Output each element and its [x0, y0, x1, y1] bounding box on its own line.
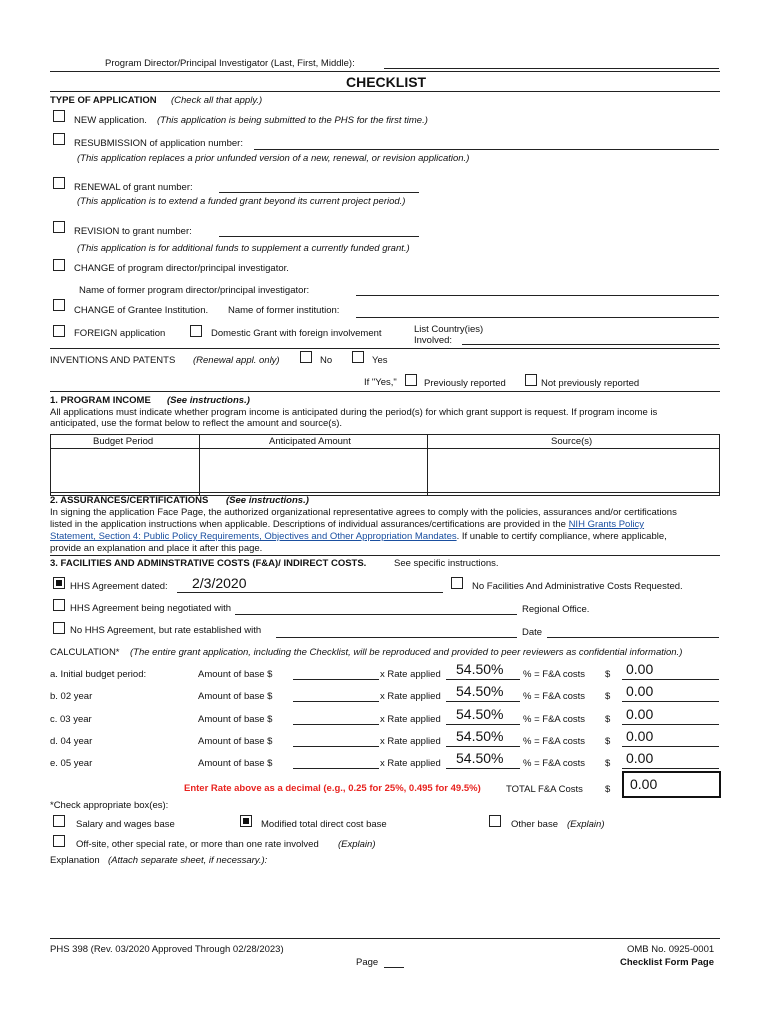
calculation-label: CALCULATION* [50, 647, 120, 658]
mtdc-checkbox[interactable] [240, 815, 252, 827]
change-pd-label: CHANGE of program director/principal investigator. [74, 263, 289, 274]
budget-period-cell[interactable] [51, 449, 198, 495]
renewal-label: RENEWAL of grant number: [74, 182, 193, 193]
fa-costs-label: % = F&A costs [523, 669, 586, 680]
assurances-text: In signing the application Face Page, the authorized organizational representative agrees to comply with the policies, assurances and/or certifications [50, 507, 677, 518]
former-pd-label: Name of former program director/principal investigator: [79, 285, 310, 296]
assurances-heading: 2. ASSURANCES/CERTIFICATIONS [50, 495, 209, 506]
fa-cost-value: 0.00 [626, 728, 654, 744]
amount-of-base-input[interactable] [293, 724, 379, 725]
amount-of-base-input[interactable] [293, 679, 379, 680]
page-number-input[interactable] [384, 967, 404, 968]
facilities-heading: 3. FACILITIES AND ADMINSTRATIVE COSTS (F&A)/ INDIRECT COSTS. [50, 558, 367, 569]
regional-office-label: Regional Office. [522, 604, 590, 615]
fa-cost-input[interactable] [622, 679, 719, 680]
fa-cost-input[interactable] [622, 746, 719, 747]
nih-policy-link[interactable]: NIH Grants Policy [568, 519, 645, 530]
renewal-checkbox[interactable] [53, 177, 65, 189]
resubmission-number-input[interactable] [254, 149, 719, 150]
rate-value: 54.50% [456, 706, 504, 722]
assurances-text-3 [50, 531, 667, 542]
not-previously-reported-checkbox[interactable] [525, 374, 537, 386]
divider [50, 391, 720, 392]
resubmission-note: (This application replaces a prior unfunded version of a new, renewal, or revision application.) [77, 153, 470, 164]
hhs-negotiated-label: HHS Agreement being negotiated with [70, 603, 232, 614]
amount-of-base-label: Amount of base $ [198, 691, 273, 702]
inventions-yes-label: Yes [372, 355, 388, 366]
budget-period-label: e. 05 year [50, 758, 93, 769]
previously-reported-checkbox[interactable] [405, 374, 417, 386]
dollar-sign: $ [605, 758, 611, 769]
no-fa-costs-checkbox[interactable] [451, 577, 463, 589]
omb-number: OMB No. 0925-0001 [627, 944, 715, 955]
amount-of-base-label: Amount of base $ [198, 714, 273, 725]
inventions-note: (Renewal appl. only) [193, 355, 280, 366]
page-label: Page [356, 957, 379, 968]
revision-number-input[interactable] [219, 236, 419, 237]
resubmission-label: RESUBMISSION of application number: [74, 138, 243, 149]
revision-note: (This application is for additional funds to supplement a currently funded grant.) [77, 243, 410, 254]
dollar-sign: $ [605, 714, 611, 725]
previously-reported-label: Previously reported [424, 378, 506, 389]
decimal-instruction-note: Enter Rate above as a decimal (e.g., 0.25 for 25%, 0.495 for 49.5%) [184, 783, 481, 794]
program-income-text: All applications must indicate whether program income is anticipated during the period(s) for which grant support is request. If program income is [50, 407, 658, 418]
foreign-application-checkbox[interactable] [53, 325, 65, 337]
amount-of-base-label: Amount of base $ [198, 758, 273, 769]
salary-wages-label: Salary and wages base [76, 819, 175, 830]
hhs-agreement-dated-checkbox[interactable] [53, 577, 65, 589]
change-institution-label: CHANGE of Grantee Institution. [74, 305, 209, 316]
divider [50, 555, 720, 556]
domestic-foreign-checkbox[interactable] [190, 325, 202, 337]
budget-period-label: c. 03 year [50, 714, 92, 725]
rate-input[interactable] [446, 679, 520, 680]
page-title: CHECKLIST [346, 74, 427, 90]
check-boxes-note: *Check appropriate box(es): [50, 800, 169, 811]
renewal-number-input[interactable] [219, 192, 419, 193]
rate-input[interactable] [446, 701, 520, 702]
country-label: List Country(ies) [414, 324, 484, 335]
domestic-foreign-label: Domestic Grant with foreign involvement [211, 328, 382, 339]
budget-period-label: b. 02 year [50, 691, 93, 702]
no-fa-costs-label: No Facilities And Administrative Costs Requested. [472, 581, 683, 592]
assurances-text-4: provide an explanation and place it after this page. [50, 543, 263, 554]
amount-of-base-input[interactable] [293, 746, 379, 747]
revision-label: REVISION to grant number: [74, 226, 192, 237]
fa-cost-value: 0.00 [626, 661, 654, 677]
total-fa-costs-label: TOTAL F&A Costs [506, 784, 583, 795]
type-of-application-note: (Check all that apply.) [171, 95, 263, 106]
rate-applied-label: x Rate applied [380, 669, 441, 680]
fa-costs-label: % = F&A costs [523, 714, 586, 725]
program-income-heading: 1. PROGRAM INCOME [50, 395, 151, 406]
date-label: Date [522, 627, 543, 638]
table-header-anticipated-amount: Anticipated Amount [269, 436, 351, 447]
assurances-text-2 [50, 519, 644, 530]
fa-cost-input[interactable] [622, 724, 719, 725]
table-header-budget-period: Budget Period [93, 436, 154, 447]
fa-cost-value: 0.00 [626, 750, 654, 766]
foreign-application-label: FOREIGN application [74, 328, 166, 339]
salary-wages-checkbox[interactable] [53, 815, 65, 827]
revision-checkbox[interactable] [53, 221, 65, 233]
pd-pi-label: Program Director/Principal Investigator (Last, First, Middle): [105, 58, 355, 69]
form-name: Checklist Form Page [620, 957, 714, 968]
amount-of-base-label: Amount of base $ [198, 736, 273, 747]
former-institution-input[interactable] [356, 317, 719, 318]
pd-pi-input[interactable] [384, 68, 719, 69]
anticipated-amount-cell[interactable] [200, 449, 426, 495]
amount-of-base-input[interactable] [293, 768, 379, 769]
rate-input[interactable] [446, 724, 520, 725]
rate-value: 54.50% [456, 683, 504, 699]
other-base-note: (Explain) [567, 819, 605, 830]
dollar-sign: $ [605, 691, 611, 702]
footer-divider [50, 938, 720, 939]
divider [50, 91, 720, 92]
budget-period-label: d. 04 year [50, 736, 93, 747]
fa-costs-label: % = F&A costs [523, 736, 586, 747]
rate-input[interactable] [446, 768, 520, 769]
offsite-note: (Explain) [338, 839, 376, 850]
assurances-text-2-a: listed in the application instructions when applicable. Descriptions of individual assurances/certifications are provided in the [50, 519, 569, 530]
fa-cost-input[interactable] [622, 701, 719, 702]
facilities-note: See specific instructions. [394, 558, 499, 569]
fa-cost-value: 0.00 [626, 683, 654, 699]
offsite-label: Off-site, other special rate, or more than one rate involved [76, 839, 319, 850]
divider [50, 492, 720, 493]
rate-applied-label: x Rate applied [380, 691, 441, 702]
date-input[interactable] [547, 637, 719, 638]
program-income-table [50, 434, 720, 496]
inventions-no-checkbox[interactable] [300, 351, 312, 363]
hhs-agreement-date-input[interactable] [177, 592, 443, 593]
inventions-no-label: No [320, 355, 333, 366]
resubmission-checkbox[interactable] [53, 133, 65, 145]
inventions-label: INVENTIONS AND PATENTS [50, 355, 176, 366]
renewal-note: (This application is to extend a funded grant beyond its current project period.) [77, 196, 406, 207]
other-base-checkbox[interactable] [489, 815, 501, 827]
hhs-agreement-dated-label: HHS Agreement dated: [70, 581, 168, 592]
fa-cost-value: 0.00 [626, 706, 654, 722]
dollar-sign: $ [605, 669, 611, 680]
rate-value: 54.50% [456, 661, 504, 677]
nih-policy-link-2[interactable]: Statement, Section 4: Public Policy Requirements, Objectives and Other Appropriation Mandates [50, 531, 457, 542]
fa-costs-label: % = F&A costs [523, 691, 586, 702]
explanation-area[interactable] [50, 868, 720, 934]
change-institution-checkbox[interactable] [53, 299, 65, 311]
calculation-note: (The entire grant application, including the Checklist, will be reproduced and provided to peer reviewers as confidential information.) [130, 647, 683, 658]
new-application-note: (This application is being submitted to the PHS for the first time.) [157, 115, 428, 126]
no-hhs-agreement-input[interactable] [276, 637, 517, 638]
amount-of-base-label: Amount of base $ [198, 669, 273, 680]
total-fa-costs-box[interactable] [622, 771, 721, 798]
dollar-sign: $ [605, 736, 611, 747]
hhs-negotiated-checkbox[interactable] [53, 599, 65, 611]
explanation-note: (Attach separate sheet, if necessary.): [108, 855, 268, 866]
change-pd-checkbox[interactable] [53, 259, 65, 271]
divider [50, 348, 720, 349]
no-hhs-agreement-label: No HHS Agreement, but rate established with [70, 625, 262, 636]
budget-period-label: a. Initial budget period: [50, 669, 147, 680]
rate-applied-label: x Rate applied [380, 736, 441, 747]
rate-value: 54.50% [456, 728, 504, 744]
no-hhs-agreement-checkbox[interactable] [53, 622, 65, 634]
former-pd-input[interactable] [356, 295, 719, 296]
rate-value: 54.50% [456, 750, 504, 766]
hhs-agreement-date-value: 2/3/2020 [192, 575, 247, 591]
program-income-note: (See instructions.) [167, 395, 250, 406]
offsite-checkbox[interactable] [53, 835, 65, 847]
table-header-sources: Source(s) [551, 436, 593, 447]
dollar-sign: $ [605, 784, 611, 795]
rate-applied-label: x Rate applied [380, 758, 441, 769]
fa-cost-input[interactable] [622, 768, 719, 769]
amount-of-base-input[interactable] [293, 701, 379, 702]
divider [50, 71, 720, 72]
rate-applied-label: x Rate applied [380, 714, 441, 725]
new-application-checkbox[interactable] [53, 110, 65, 122]
assurances-text-3-b: . If unable to certify compliance, where applicable, [456, 531, 667, 542]
total-fa-costs-value: 0.00 [630, 776, 658, 792]
other-base-label: Other base [511, 819, 558, 830]
type-of-application-heading: TYPE OF APPLICATION [50, 95, 157, 106]
former-institution-label: Name of former institution: [228, 305, 340, 316]
country-label-2: Involved: [414, 335, 453, 346]
explanation-label: Explanation [50, 855, 100, 866]
country-input[interactable] [462, 344, 719, 345]
not-previously-reported-label: Not previously reported [541, 378, 640, 389]
new-application-label: NEW application. [74, 115, 147, 126]
hhs-negotiated-input[interactable] [235, 614, 517, 615]
sources-cell[interactable] [428, 449, 719, 495]
assurances-note: (See instructions.) [226, 495, 309, 506]
if-yes-label: If "Yes," [364, 377, 397, 388]
mtdc-label: Modified total direct cost base [261, 819, 387, 830]
rate-input[interactable] [446, 746, 520, 747]
inventions-yes-checkbox[interactable] [352, 351, 364, 363]
form-id: PHS 398 (Rev. 03/2020 Approved Through 02/28/2023) [50, 944, 284, 955]
program-income-text-2: anticipated, use the format below to reflect the amount and source(s). [50, 418, 343, 429]
fa-costs-label: % = F&A costs [523, 758, 586, 769]
